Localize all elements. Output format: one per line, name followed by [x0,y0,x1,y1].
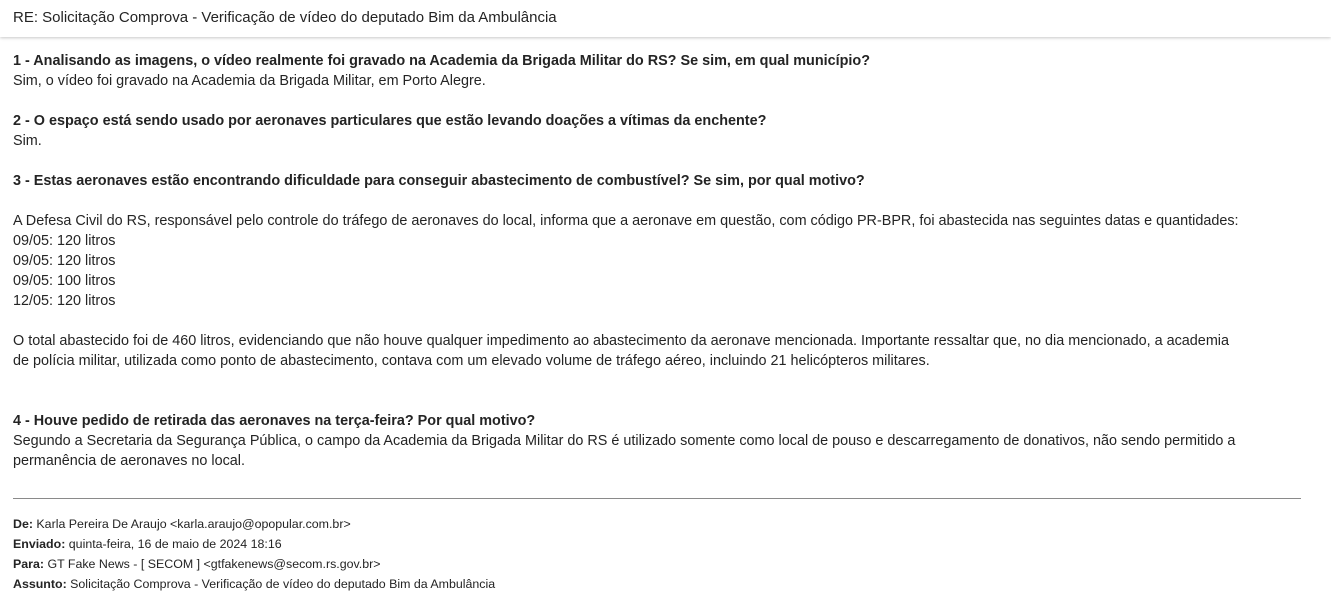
answer-4-line-2: permanência de aeronaves no local. [13,453,245,469]
question-1: 1 - Analisando as imagens, o vídeo realmente foi gravado na Academia da Brigada Militar do RS? Se sim, em qual município? [13,53,870,69]
fuel-entry: 09/05: 120 litros [13,253,116,269]
fuel-entry: 09/05: 100 litros [13,273,116,289]
to-label: Para: [13,557,44,571]
sent-label: Enviado: [13,537,66,551]
fuel-entry: 09/05: 120 litros [13,233,116,249]
answer-1: Sim, o vídeo foi gravado na Academia da Brigada Militar, em Porto Alegre. [13,73,486,89]
question-3: 3 - Estas aeronaves estão encontrando dificuldade para conseguir abastecimento de combustível? Se sim, por qual motivo? [13,173,865,189]
email-subject: RE: Solicitação Comprova - Verificação de vídeo do deputado Bim da Ambulância [13,9,557,26]
original-message-headers [13,514,495,594]
answer-3-intro: A Defesa Civil do RS, responsável pelo controle do tráfego de aeronaves do local, informa que a aeronave em questão, com código PR-BPR, foi abastecida nas seguintes datas e quantidades: [13,213,1239,229]
message-divider [13,498,1301,499]
header-to [13,554,495,574]
subject-label: Assunto: [13,577,67,591]
from-value[interactable]: Karla Pereira De Araujo <karla.araujo@opopular.com.br> [36,517,351,531]
email-body [13,51,1331,471]
from-label: De: [13,517,33,531]
answer-3-total-line-2: de polícia militar, utilizada como ponto de abastecimento, contava com um elevado volume de tráfego aéreo, incluindo 21 helicópteros militares. [13,353,930,369]
header-subject [13,574,495,594]
fuel-entry: 12/05: 120 litros [13,293,116,309]
answer-3-total-line-1: O total abastecido foi de 460 litros, evidenciando que não houve qualquer impedimento ao abastecimento da aeronave mencionada. Importante ressaltar que, no dia mencionado, a academia [13,333,1230,349]
answer-2: Sim. [13,133,42,149]
question-4: 4 - Houve pedido de retirada das aeronaves na terça-feira? Por qual motivo? [13,413,536,429]
to-value[interactable]: GT Fake News - [ SECOM ] <gtfakenews@secom.rs.gov.br> [47,557,381,571]
question-2: 2 - O espaço está sendo usado por aeronaves particulares que estão levando doações a vítimas da enchente? [13,113,767,129]
sent-value: quinta-feira, 16 de maio de 2024 18:16 [68,537,282,551]
answer-4-line-1: Segundo a Secretaria da Segurança Pública, o campo da Academia da Brigada Militar do RS é utilizado somente como local de pouso e descarregamento de donativos, não sendo permitido a [13,433,1236,449]
subject-value: Solicitação Comprova - Verificação de vídeo do deputado Bim da Ambulância [70,577,496,591]
header-from [13,514,495,534]
subject-header [0,0,1331,37]
header-sent [13,534,495,554]
